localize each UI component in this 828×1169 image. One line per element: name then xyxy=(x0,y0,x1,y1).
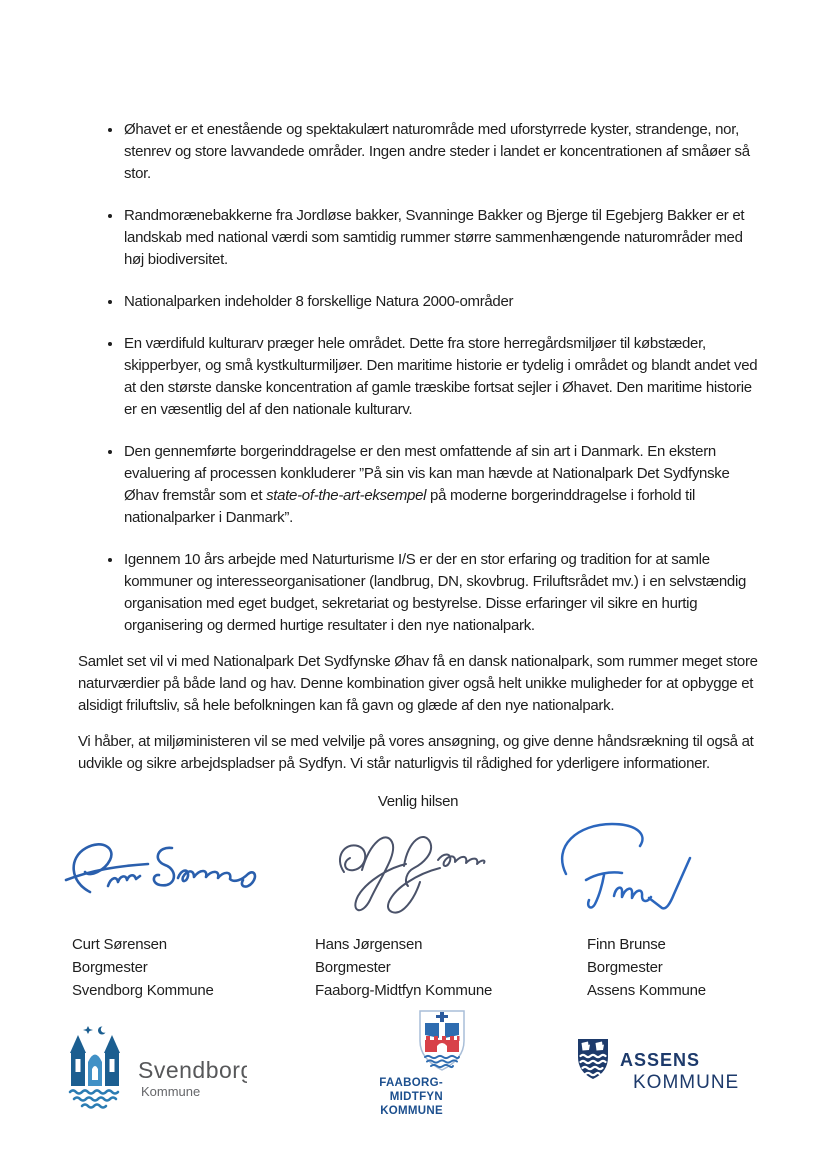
signer-name: Curt Sørensen xyxy=(72,936,167,953)
bullet-kulturarv: • En værdifuld kulturarv præger hele området. Dette fra store herregårdsmiljøer til købstæder, skipperbyer, og små kystkulturmiljøer. Den maritime historie er tydelig i området og blandt andet ved at den største danske koncentration af gamle træskibe fortsat sejler i Øhavet. Den maritime historie er en væsentlig del af den nationale kulturarv. xyxy=(123,333,758,421)
bullet-borgerinddragelse xyxy=(123,441,758,529)
hans-jorgensen-signature xyxy=(320,822,488,928)
faaborg-logo-line1: FAABORG-MIDTFYN xyxy=(379,1077,443,1103)
curt-sorensen-signature xyxy=(62,836,267,912)
signer-municipality: Svendborg Kommune xyxy=(72,982,214,999)
bullet-natura-2000: • Nationalparken indeholder 8 forskellige Natura 2000-områder xyxy=(123,291,758,313)
bullet-borgerinddragelse-italic: state-of-the-art-eksempel xyxy=(266,487,427,504)
signer-title: Borgmester xyxy=(315,959,391,976)
assens-shield-icon xyxy=(576,1038,610,1080)
signer-block-finn-brunse xyxy=(587,933,706,1002)
faaborg-midtfyn-shield-icon xyxy=(417,1008,467,1072)
signer-name: Hans Jørgensen xyxy=(315,936,423,953)
bullet-ohavet: • Øhavet er et enestående og spektakulært naturområde med uforstyrrede kyster, strandenge, nor, stenrev og store lavvandede områder. Ingen andre steder i landet er koncentrationen af småøer så stor. xyxy=(123,119,758,185)
paragraph-samlet-set: Samlet set vil vi med Nationalpark Det Sydfynske Øhav få en dansk nationalpark, som rummer meget store naturværdier på både land og hav. Denne kombination giver også helt unikke muligheder for at opbygge et alsidigt friluftsliv, så hele befolkningen kan få gavn og glæde af den nye nationalpark. xyxy=(78,653,758,714)
signer-name: Finn Brunse xyxy=(587,936,666,953)
assens-logo-line1: ASSENS xyxy=(620,1050,701,1070)
assens-logo-line2: KOMMUNE xyxy=(633,1072,740,1093)
faaborg-midtfyn-kommune-logo xyxy=(342,1008,542,1118)
signer-block-hans-jorgensen xyxy=(315,933,492,1002)
svendborg-kommune-logo xyxy=(62,1026,247,1115)
assens-kommune-logo xyxy=(576,1038,739,1094)
signer-municipality: Faaborg-Midtfyn Kommune xyxy=(315,982,493,999)
finn-brunse-signature xyxy=(552,816,706,916)
bullet-borgerinddragelse-pre: Den gennemførte borgerinddragelse er den mest omfattende af sin art i Danmark. En ekstern evaluering af processen konkluderer ”På sin vis kan man hævde at Nationalpark Det Sydfynske Øhav fremstår som et xyxy=(124,443,730,504)
svendborg-logo-name: Svendborg xyxy=(138,1057,247,1083)
bullet-borgerinddragelse-post: på moderne borgerinddragelse i forhold til nationalparker i Danmark”. xyxy=(124,487,696,526)
signer-municipality: Assens Kommune xyxy=(587,982,706,999)
closing-salutation: Venlig hilsen xyxy=(377,793,459,810)
signer-title: Borgmester xyxy=(587,959,663,976)
bullet-naturturisme: • Igennem 10 års arbejde med Naturturisme I/S er der en stor erfaring og tradition for at samle kommuner og interesseorganisationer (landbrug, DN, skovbrug. Friluftsrådet mv.) i en selvstændig organisation med eget budget, sekretariat og bestyrelse. Disse erfaringer vil sikre en hurtig organisering og dermed hurtige resultater i den nye nationalpark. xyxy=(123,549,758,637)
bullet-list xyxy=(78,119,758,637)
svendborg-logo-sub: Kommune xyxy=(141,1084,201,1099)
paragraph-vi-haaber: Vi håber, at miljøministeren vil se med velvilje på vores ansøgning, og give denne håndsrækning til også at udvikle og sikre arbejdspladser på Sydfyn. Vi står naturligvis til rådighed for yderligere informationer. xyxy=(78,733,754,772)
bullet-randmoraenebakker: • Randmorænebakkerne fra Jordløse bakker, Svanninge Bakker og Bjerge til Egebjerg Bakker er et landskab med national værdi som samtidig rummer større sammenhængende naturområder med høj biodiversitet. xyxy=(123,205,758,271)
svendborg-castle-icon xyxy=(62,1026,247,1110)
faaborg-logo-line2: KOMMUNE xyxy=(380,1105,443,1117)
signer-block-curt-sorensen xyxy=(72,933,214,1002)
signer-title: Borgmester xyxy=(72,959,148,976)
